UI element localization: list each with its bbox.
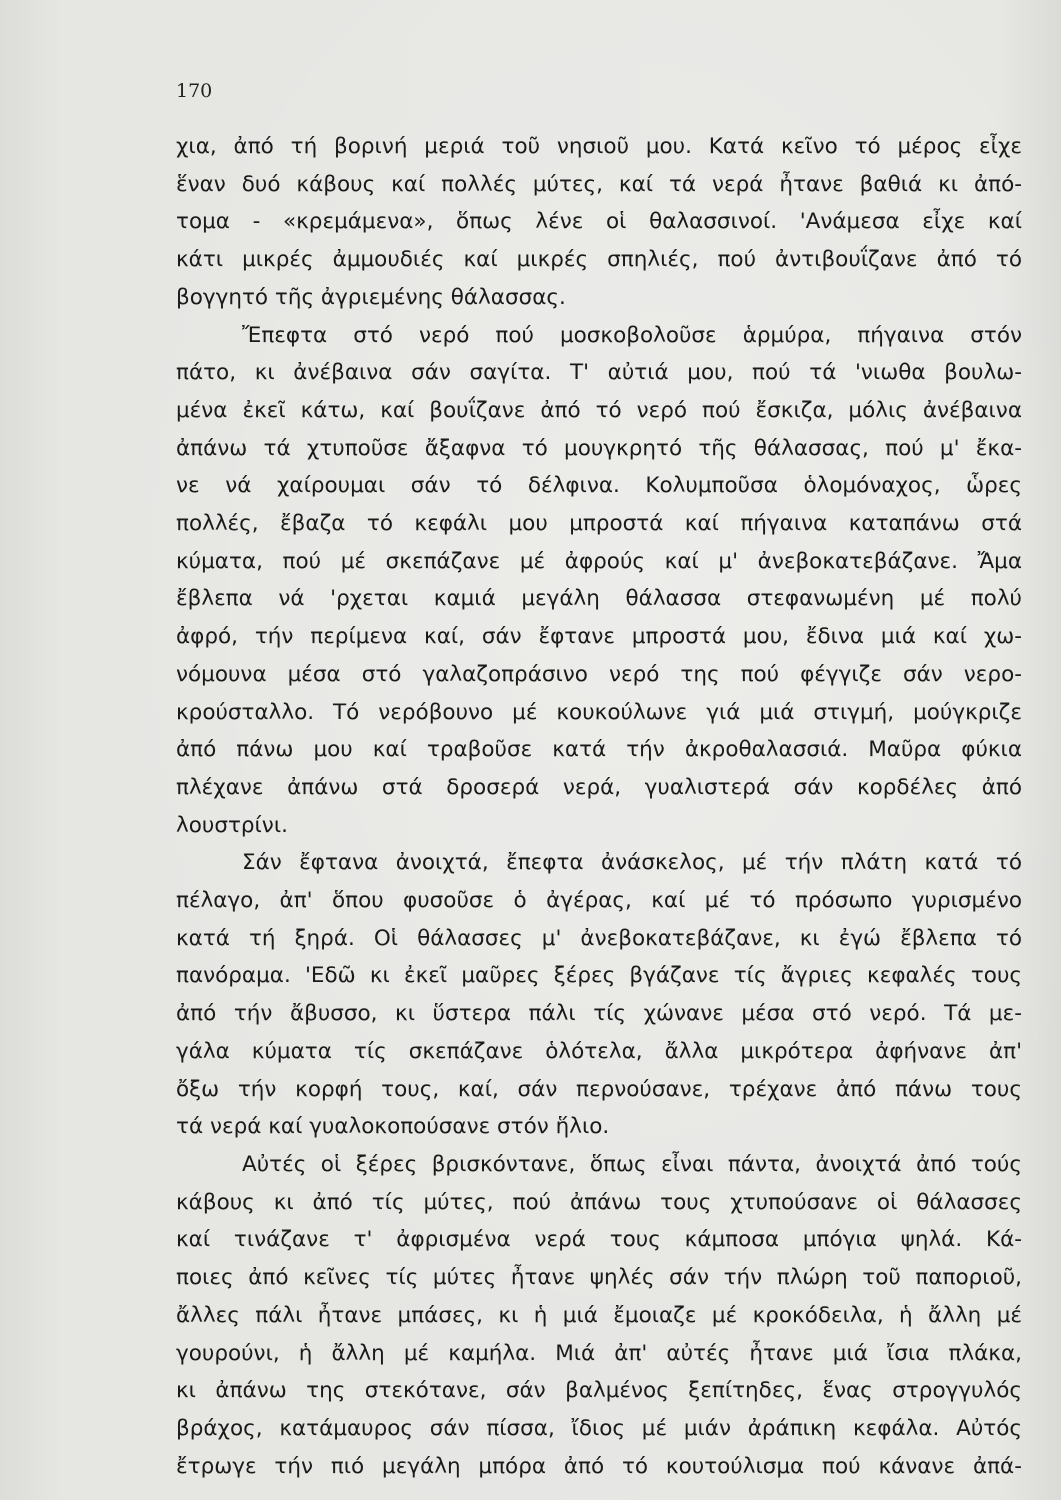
text-line: λουστρίνι. bbox=[176, 812, 288, 838]
text-line: κατά τή ξηρά. Οἱ θάλασσες μ' ἀνεβοκατεβάζανε, κι ἐγώ ἔβλεπα τό bbox=[176, 925, 1022, 951]
text-line: κάβους κι ἀπό τίς μύτες, πού ἀπάνω τους χτυπούσανε οἱ θάλασσες bbox=[176, 1189, 1022, 1215]
text-line: κύματα, πού μέ σκεπάζανε μέ ἀφρούς καί μ' ἀνεβοκατεβάζανε. Ἄμα bbox=[176, 548, 1022, 574]
paragraph-3 bbox=[176, 844, 1022, 1146]
text-line: νε νά χαίρουμαι σάν τό δέλφινα. Κολυμποῦσα ὁλομόναχος, ὧρες bbox=[176, 473, 1022, 499]
text-line: ποιες ἀπό κεῖνες τίς μύτες ἦτανε ψηλές σάν τήν πλώρη τοῦ παποριοῦ, bbox=[176, 1265, 1022, 1291]
text-line: Ἔπεφτα στό νερό πού μοσκοβολοῦσε ἁρμύρα, πήγαινα στόν bbox=[242, 322, 1022, 348]
text-line: χια, ἀπό τή βορινή μεριά τοῦ νησιοῦ μου. Κατά κεῖνο τό μέρος εἶχε bbox=[176, 134, 1022, 159]
page-number: 170 bbox=[176, 80, 213, 102]
text-line: καί τινάζανε τ' ἀφρισμένα νερά τους κάμποσα μπόγια ψηλά. Κά- bbox=[176, 1227, 1022, 1253]
text-line: κρούσταλλο. Τό νερόβουνο μέ κουκούλωνε γιά μιά στιγμή, μούγκριζε bbox=[176, 699, 1022, 725]
paragraph-1 bbox=[176, 128, 1022, 317]
text-line: πολλές, ἔβαζα τό κεφάλι μου μπροστά καί πήγαινα καταπάνω στά bbox=[176, 511, 1022, 537]
text-line: τομα - «κρεμάμενα», ὅπως λένε οἱ θαλασσινοί. 'Ανάμεσα εἶχε καί bbox=[176, 209, 1022, 235]
paragraph-4 bbox=[176, 1146, 1022, 1485]
text-line: γουρούνι, ἡ ἄλλη μέ καμήλα. Μιά ἀπ' αὐτές ἦτανε μιά ἴσια πλάκα, bbox=[176, 1340, 1022, 1366]
text-line: ἔτρωγε τήν πιό μεγάλη μπόρα ἀπό τό κουτούλισμα πού κάνανε ἀπά- bbox=[176, 1453, 1022, 1479]
text-line: γάλα κύματα τίς σκεπάζανε ὁλότελα, ἄλλα μικρότερα ἀφήνανε ἀπ' bbox=[176, 1038, 1022, 1064]
text-line: κάτι μικρές ἀμμουδιές καί μικρές σπηλιές, πού ἀντιβουΐζανε ἀπό τό bbox=[176, 247, 1022, 273]
text-line: βογγητό τῆς ἀγριεμένης θάλασσας. bbox=[176, 284, 566, 310]
text-line: ἄλλες πάλι ἦτανε μπάσες, κι ἡ μιά ἔμοιαζε μέ κροκόδειλα, ἡ ἄλλη μέ bbox=[176, 1302, 1022, 1328]
text-line: κι ἀπάνω της στεκότανε, σάν βαλμένος ξεπίτηδες, ἕνας στρογγυλός bbox=[176, 1378, 1022, 1404]
text-line: βράχος, κατάμαυρος σάν πίσσα, ἴδιος μέ μιάν ἀράπικη κεφάλα. Αὐτός bbox=[176, 1415, 1022, 1441]
text-line: τά νερά καί γυαλοκοπούσανε στόν ἥλιο. bbox=[176, 1114, 610, 1140]
text-line: ἀφρό, τήν περίμενα καί, σάν ἔφτανε μπροστά μου, ἔδινα μιά καί χω- bbox=[176, 624, 1022, 650]
text-line: ὄξω τήν κορφή τους, καί, σάν περνούσανε, τρέχανε ἀπό πάνω τους bbox=[176, 1076, 1022, 1102]
text-line: πανόραμα. 'Εδῶ κι ἐκεῖ μαῦρες ξέρες βγάζανε τίς ἄγριες κεφαλές τους bbox=[176, 963, 1022, 989]
text-line: ἀπό τήν ἄβυσσο, κι ὕστερα πάλι τίς χώνανε μέσα στό νερό. Τά με- bbox=[176, 1001, 1022, 1027]
text-line: ἔβλεπα νά 'ρχεται καμιά μεγάλη θάλασσα στεφανωμένη μέ πολύ bbox=[176, 586, 1022, 612]
text-line: μένα ἐκεῖ κάτω, καί βουΐζανε ἀπό τό νερό πού ἔσκιζα, μόλις ἀνέβαινα bbox=[176, 397, 1022, 423]
text-line: Σάν ἔφτανα ἀνοιχτά, ἔπεφτα ἀνάσκελος, μέ τήν πλάτη κατά τό bbox=[242, 850, 1022, 876]
text-line: ἀπάνω τά χτυποῦσε ἄξαφνα τό μουγκρητό τῆς θάλασσας, πού μ' ἔκα- bbox=[176, 435, 1022, 461]
text-line: Αὐτές οἱ ξέρες βρισκόντανε, ὅπως εἶναι πάντα, ἀνοιχτά ἀπό τούς bbox=[242, 1151, 1022, 1177]
text-line: πλέχανε ἀπάνω στά δροσερά νερά, γυαλιστερά σάν κορδέλες ἀπό bbox=[176, 774, 1022, 800]
paragraph-2 bbox=[176, 317, 1022, 845]
text-line: ἕναν δυό κάβους καί πολλές μύτες, καί τά νερά ἦτανε βαθιά κι ἀπό- bbox=[176, 171, 1022, 197]
text-line: νόμουνα μέσα στό γαλαζοπράσινο νερό της πού φέγγιζε σάν νερο- bbox=[176, 661, 1022, 687]
text-line: πέλαγο, ἀπ' ὅπου φυσοῦσε ὁ ἀγέρας, καί μέ τό πρόσωπο γυρισμένο bbox=[176, 888, 1022, 914]
body-text bbox=[176, 128, 1022, 1485]
text-line: ἀπό πάνω μου καί τραβοῦσε κατά τήν ἀκροθαλασσιά. Μαῦρα φύκια bbox=[176, 737, 1022, 763]
text-line: πάτο, κι ἀνέβαινα σάν σαγίτα. Τ' αὐτιά μου, πού τά 'νιωθα βουλω- bbox=[176, 360, 1022, 386]
